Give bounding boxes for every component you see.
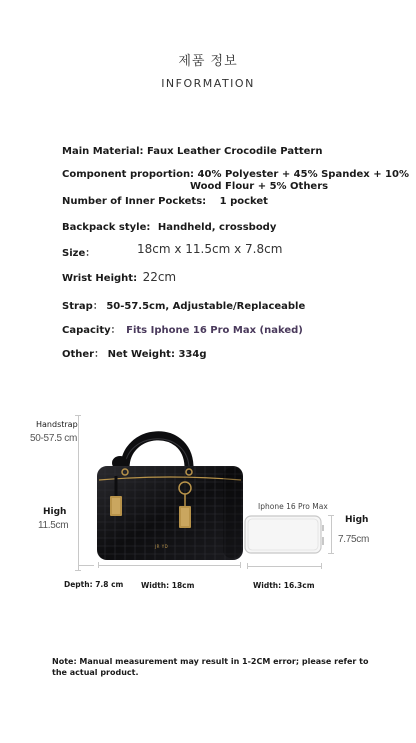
spec-capacity-label: Capacity： [62,325,121,336]
handstrap-value: 50-57.5 cm [30,433,78,444]
width-label: Width: 18cm [141,581,195,590]
handstrap-label: Handstrap [36,420,78,429]
spec-wrist [62,270,176,284]
phone-label: Iphone 16 Pro Max [258,502,328,511]
page-title-english: INFORMATION [161,77,255,90]
spec-pockets [62,196,268,207]
spec-component-label: Component proportion: [62,169,195,180]
bag-high-label: High [43,507,67,517]
spec-strap-value: 50-57.5cm, Adjustable/Replaceable [106,301,306,312]
spec-size-value-wrap [137,242,282,256]
spec-size [62,244,95,259]
bag-image [95,418,245,564]
phone-width-guide [247,566,321,567]
spec-material-label: Main Material: [62,146,144,157]
bag-logo: JR YD [155,544,169,549]
phone-width-label: Width: 16.3cm [253,581,315,590]
spec-component [62,169,409,180]
phone-image [244,515,328,555]
height-guide-line [78,415,79,570]
bag-high-value: 11.5cm [38,520,69,531]
spec-strap-label: Strap： [62,301,103,312]
spec-pockets-label: Number of Inner Pockets: [62,196,207,207]
spec-material [62,146,322,157]
spec-component-value-line1: 40% Polyester + 45% Spandex + 10% [197,169,409,180]
spec-style-value: Handheld, crossbody [157,222,277,233]
spec-other-value: Net Weight: 334g [107,349,207,360]
depth-label: Depth: 7.8 cm [64,580,124,589]
phone-height-guide [331,515,332,553]
spec-strap [62,297,305,312]
phone-height-top-tick [328,515,334,516]
spec-wrist-label: Wrist Height: [62,273,138,284]
spec-size-label: Size： [62,248,96,259]
phone-width-right-tick [321,563,322,569]
page-title-korean: 제품 정보 [178,54,238,69]
spec-size-value: 18cm x 11.5cm x 7.8cm [137,242,283,256]
spec-other-label: Other： [62,349,105,360]
width-guide-line [98,565,240,566]
depth-guide-line [78,565,94,566]
spec-style [62,222,276,233]
phone-high-label: High [345,515,369,525]
height-guide-top-tick [75,415,81,416]
spec-style-label: Backpack style: [62,222,151,233]
spec-pockets-value: 1 pocket [219,196,268,207]
spec-capacity-value: Fits Iphone 16 Pro Max (naked) [126,325,303,336]
phone-height-bottom-tick [328,553,334,554]
spec-component-line2: Wood Flour + 5% Others [190,181,329,192]
spec-wrist-value: 22cm [142,270,177,284]
spec-other [62,345,206,360]
phone-width-left-tick [247,563,248,569]
height-guide-bottom-tick [75,570,81,571]
spec-capacity [62,321,303,336]
phone-high-value: 7.75cm [338,534,369,545]
measurement-note: Note: Manual measurement may result in 1-2CM error; please refer to the actual product. [52,657,369,677]
spec-material-value: Faux Leather Crocodile Pattern [147,146,323,157]
